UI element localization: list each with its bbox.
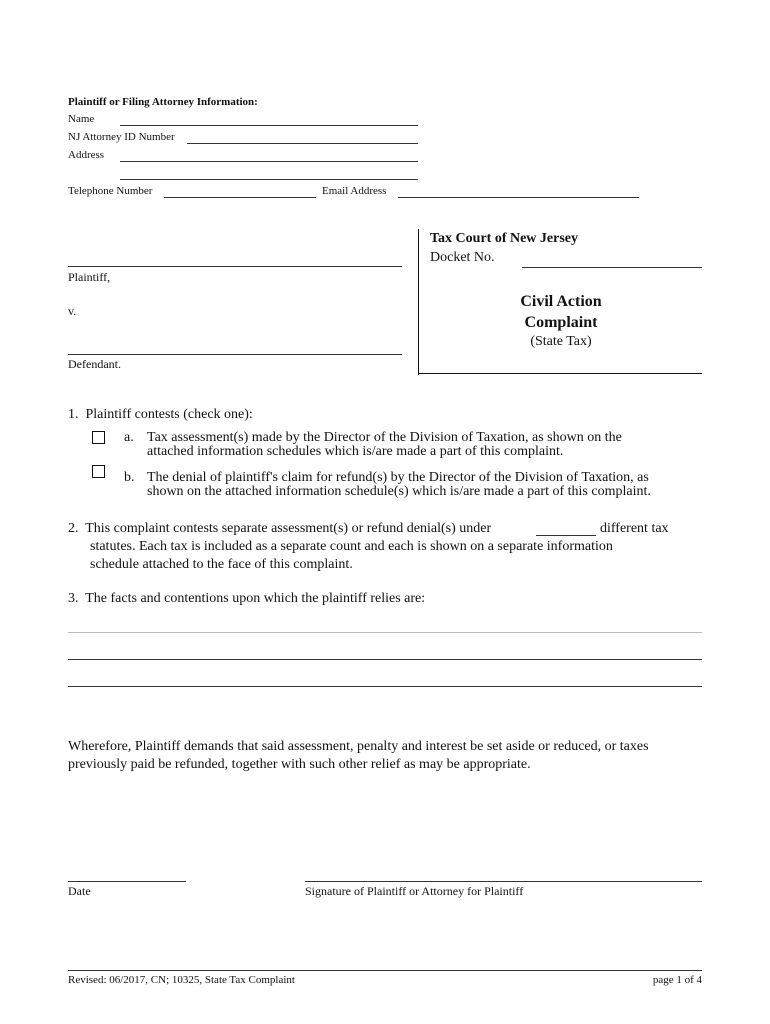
signature-underline xyxy=(305,881,702,882)
docket-underline xyxy=(522,267,702,268)
email-field[interactable] xyxy=(398,183,639,197)
docket-number-field[interactable] xyxy=(522,252,702,266)
plaintiff-label: Plaintiff, xyxy=(68,270,111,284)
tax-count-underline xyxy=(536,535,596,536)
item2-line3: schedule attached to the face of this complaint. xyxy=(90,557,353,572)
item1a-line1: Tax assessment(s) made by the Director of the Division of Taxation, as shown on the xyxy=(147,430,622,445)
caption-divider xyxy=(418,229,419,375)
attorney-id-label: NJ Attorney ID Number xyxy=(68,131,175,143)
email-label: Email Address xyxy=(322,185,387,197)
item2-text-pre: 2. This complaint contests separate assessment(s) or refund denial(s) under xyxy=(68,521,492,536)
facts-line-2 xyxy=(68,659,702,660)
email-underline xyxy=(398,197,639,198)
defendant-label: Defendant. xyxy=(68,357,121,371)
attorney-id-underline xyxy=(187,143,418,144)
checkbox-assessment[interactable] xyxy=(92,431,105,444)
date-field[interactable] xyxy=(68,866,186,880)
checkbox-refund-denial[interactable] xyxy=(92,465,105,478)
telephone-label: Telephone Number xyxy=(68,185,153,197)
item2-line2: statutes. Each tax is included as a separate count and each is shown on a separate information xyxy=(90,539,613,554)
item2-text-post: different tax xyxy=(600,521,669,536)
defendant-underline xyxy=(68,354,402,355)
footer-revision: Revised: 06/2017, CN; 10325, State Tax Complaint xyxy=(68,974,295,986)
document-title-line2: Complaint xyxy=(524,314,598,331)
tax-count-field[interactable] xyxy=(536,520,596,534)
facts-line-3 xyxy=(68,686,702,687)
telephone-field[interactable] xyxy=(164,183,316,197)
facts-field-line2[interactable] xyxy=(68,643,702,657)
wherefore-line1: Wherefore, Plaintiff demands that said assessment, penalty and interest be set aside or reduced, or taxes xyxy=(68,739,649,754)
facts-field-line3[interactable] xyxy=(68,670,702,684)
document-title-line1: Civil Action xyxy=(520,293,602,310)
plaintiff-underline xyxy=(68,266,402,267)
address-field-line1[interactable] xyxy=(120,147,418,161)
court-name: Tax Court of New Jersey xyxy=(430,231,579,246)
date-underline xyxy=(68,881,186,882)
defendant-name-field[interactable] xyxy=(68,338,402,352)
address-field-line2[interactable] xyxy=(120,165,418,179)
item3-label: 3. The facts and contentions upon which the plaintiff relies are: xyxy=(68,591,426,606)
footer-page-number: page 1 of 4 xyxy=(652,974,702,986)
item1a-letter: a. xyxy=(124,430,134,445)
name-field[interactable] xyxy=(120,111,418,125)
address-underline-2 xyxy=(120,179,418,180)
address-underline-1 xyxy=(120,161,418,162)
footer-rule xyxy=(68,970,702,971)
item1a-line2: attached information schedules which is/are made a part of this complaint. xyxy=(147,444,564,459)
wherefore-line2: previously paid be refunded, together with such other relief as may be appropriate. xyxy=(68,757,531,772)
section-title: Plaintiff or Filing Attorney Information: xyxy=(68,96,258,108)
document-subtitle: (State Tax) xyxy=(530,334,592,349)
facts-field-line1[interactable] xyxy=(68,616,702,630)
attorney-id-field[interactable] xyxy=(187,129,418,143)
docket-label: Docket No. xyxy=(430,250,495,265)
address-label: Address xyxy=(68,149,105,161)
item1b-letter: b. xyxy=(124,470,135,485)
facts-line-1 xyxy=(68,632,702,633)
item1b-line2: shown on the attached information schedule(s) which is/are made a part of this complaint. xyxy=(147,484,651,499)
versus-label: v. xyxy=(68,304,77,318)
name-underline xyxy=(120,125,418,126)
name-label: Name xyxy=(68,113,95,125)
plaintiff-name-field[interactable] xyxy=(68,250,402,264)
date-label: Date xyxy=(68,884,91,898)
caption-bottom-rule xyxy=(418,373,702,374)
telephone-underline xyxy=(164,197,316,198)
signature-label: Signature of Plaintiff or Attorney for Plaintiff xyxy=(305,884,524,898)
item1b-line1: The denial of plaintiff's claim for refund(s) by the Director of the Division of Taxation, as xyxy=(147,470,649,485)
item1-label: 1. Plaintiff contests (check one): xyxy=(68,407,253,422)
